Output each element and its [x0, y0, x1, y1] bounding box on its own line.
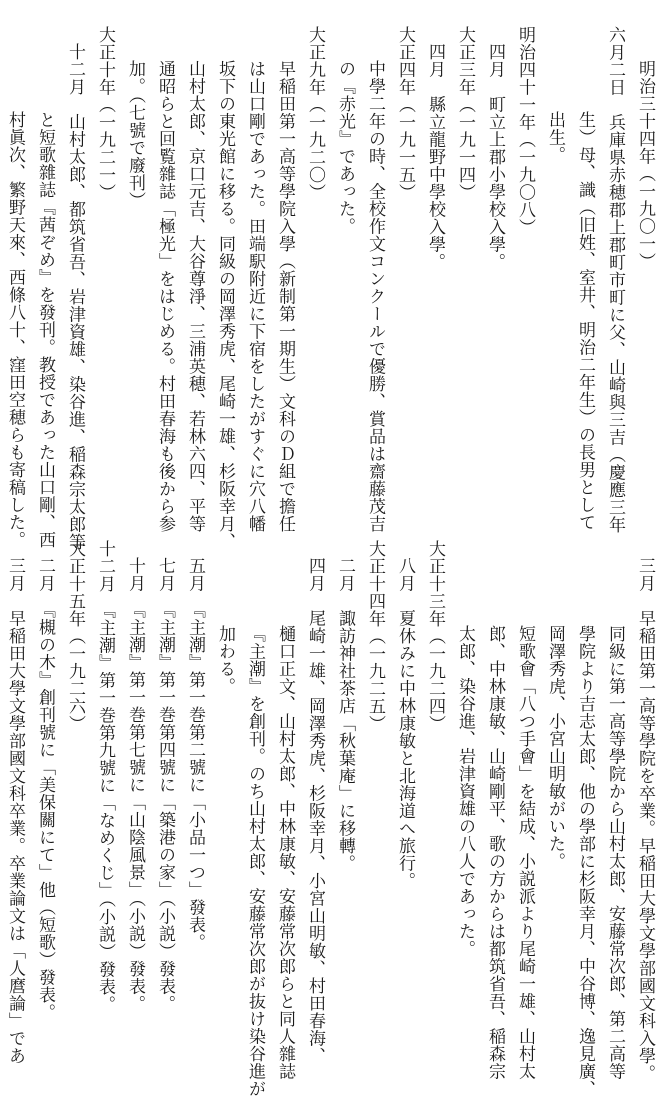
chronology-line: 二月 諏訪神社茶店「秋葉庵」に移轉。 [335, 557, 355, 872]
chronology-line: と短歌雜誌『茜ぞめ』を發刊。教授であった山口剛、西 [35, 111, 55, 549]
chronology-line: 郎、中林康敏、山崎剛平、歌の方からは都筑省吾、稲森宗 [485, 625, 505, 1080]
chronology-line: 大正十三年（一九二四） [425, 540, 445, 733]
chronology-line: 八月 夏休みに中林康敏と北海道へ旅行。 [395, 557, 415, 890]
chronology-line: 十二月 『主潮』第一巻第九號に「なめくじ」（小説）發表。 [95, 540, 115, 1013]
chronology-line: 加。（七號で廢刊） [125, 60, 145, 209]
chronology-line: 五月 『主潮』第一巻第二號に「小品一つ」發表。 [185, 557, 205, 951]
chronology-bottom-block [0, 540, 660, 1098]
chronology-line: 加わる。 [215, 625, 235, 695]
chronology-line: 生）母、識（旧姓、室井、明治二年生）の長男として [575, 111, 595, 531]
chronology-line: 大正十年（一九二一） [95, 26, 115, 201]
chronology-line: 中學二年の時、全校作文コンクールで優勝、賞品は齋藤茂吉 [365, 60, 385, 533]
chronology-line: 山村太郎、京口元吉、大谷尊淨、三浦英穂、若林六四、平等 [185, 60, 205, 533]
chronology-line: 通昭らと回覧雜誌「極光」をはじめる。村田春海も後から参 [155, 60, 175, 533]
chronology-line: 大正九年（一九二〇） [305, 26, 325, 201]
chronology-line: 樋口正文、山村太郎、中林康敏、安藤常次郎らと同人雜誌 [275, 625, 295, 1080]
chronology-line: 大正四年（一九一五） [395, 26, 415, 201]
chronology-line: 四月 尾崎一雄、岡澤秀虎、杉阪幸月、小宮山明敏、村田春海、 [305, 557, 325, 1065]
chronology-line: 十二月 山村太郎、都筑省吾、岩津資雄、染谷進、稲森宗太郎等 [65, 43, 85, 551]
chronology-line: の『赤光』であった。 [335, 60, 355, 235]
chronology-line: 『主潮』を創刊。のち山村太郎、安藤常次郎が抜け染谷進が [245, 625, 265, 1098]
chronology-line: 短歌會「八つ手會」を結成、小説派より尾崎一雄、山村太 [515, 625, 535, 1080]
chronology-line: 同級に第一高等學院から山村太郎、安藤常次郎、第二高等 [605, 625, 625, 1080]
chronology-line: 七月 『主潮』第一巻第四號に「築港の家」（小説）發表。 [155, 557, 175, 1013]
chronology-top-block [0, 26, 660, 551]
chronology-line: 四月 町立上郡小學校入學。 [485, 43, 505, 271]
chronology-line: 明治四十一年（一九〇八） [515, 26, 535, 236]
chronology-line: 太郎、染谷進、岩津資雄の八人であった。 [455, 625, 475, 958]
chronology-line: 學院より吉志太郎、他の學部に杉阪幸月、中谷博、逸見廣、 [575, 625, 595, 1098]
chronology-line: は山口剛であった。田端駅附近に下宿をしたがすぐに穴八幡 [245, 60, 265, 533]
chronology-line: 大正三年（一九一四） [455, 26, 475, 201]
chronology-line: 四月 縣立龍野中學校入學。 [425, 43, 445, 271]
chronology-line: 十月 『主潮』第一巻第七號に「山陰風景」（小説）發表。 [125, 557, 145, 1013]
chronology-line: 明治三十四年（一九〇一） [635, 60, 655, 270]
chronology-line: 出生。 [545, 111, 565, 164]
chronology-line: 岡澤秀虎、小宮山明敏がいた。 [545, 625, 565, 870]
chronology-line: 村眞次、繁野天來、西條八十、窪田空穂らも寄稿した。 [5, 111, 25, 549]
chronology-line: 大正十五年（一九二六） [65, 540, 85, 733]
chronology-line: 二月 『槻の木』創刊號に「美保關にて」他（短歌）發表。 [35, 557, 55, 1021]
chronology-line: 早稲田第一高等學院入學（新制第一期生）文科のＤ組で擔任 [275, 60, 295, 533]
chronology-line: 三月 早稲田大學文學部國文科卒業。卒業論文は「人麿論」であ [5, 557, 25, 1065]
chronology-line: 大正十四年（一九二五） [365, 540, 385, 733]
chronology-line: 六月二日 兵庫県赤穂郡上郡町市町に父、山崎與三吉（慶應三年 [605, 26, 625, 534]
chronology-line: 坂下の東光館に移る。同級の岡澤秀虎、尾崎一雄、杉阪幸月、 [215, 60, 235, 550]
chronology-line: 三月 早稲田第一高等學院を卒業。早稲田大學文學部國文科入學。 [635, 557, 655, 1082]
